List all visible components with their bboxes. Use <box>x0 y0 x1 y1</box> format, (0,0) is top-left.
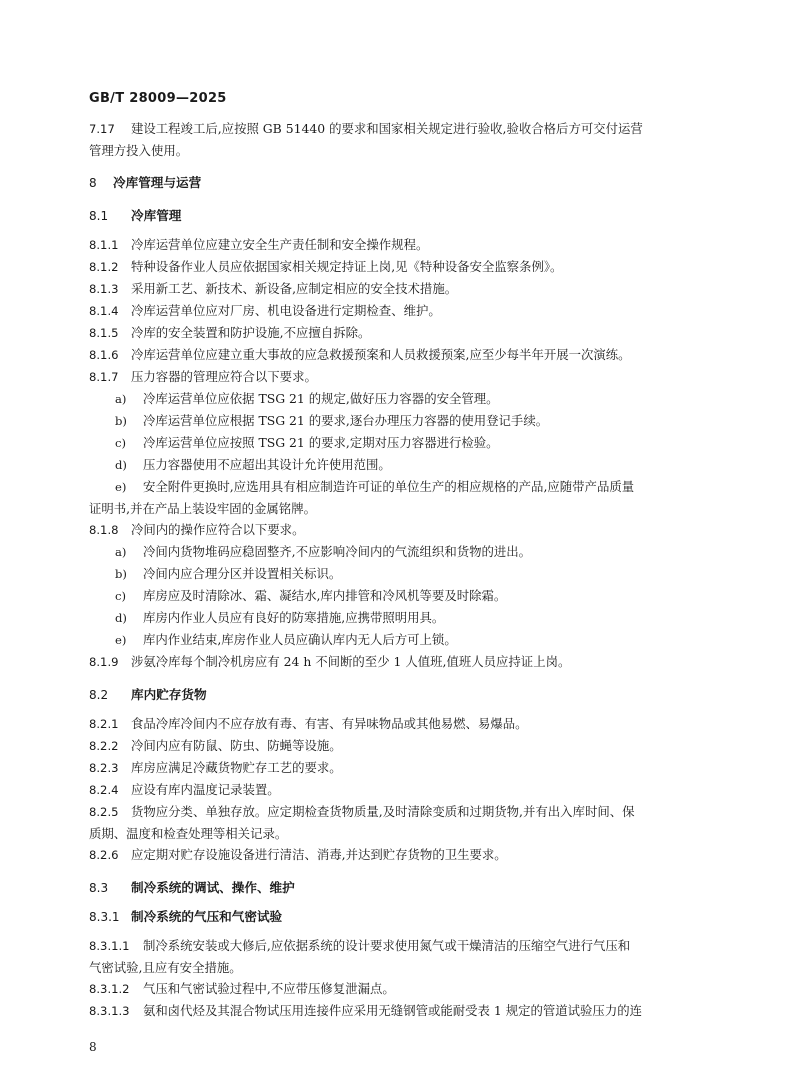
list-item-8-1-8-a <box>89 541 711 563</box>
item-text: 冷间内货物堆码应稳固整齐,不应影响冷间内的气流组织和货物的进出。 <box>143 544 532 559</box>
chapter-heading-8 <box>89 172 711 194</box>
clause-number: 8.1.4 <box>89 304 119 318</box>
clause-text: 制冷系统安装或大修后,应依据系统的设计要求使用氮气或干燥清洁的压缩空气进行气压和 <box>143 938 631 953</box>
clause-number: 8.1.9 <box>89 655 119 669</box>
item-text: 冷库运营单位应根据 TSG 21 的要求,逐台办理压力容器的使用登记手续。 <box>143 413 549 428</box>
clause-8-1-9 <box>89 651 711 673</box>
clause-8-1-3 <box>89 278 711 300</box>
item-text: 库房内作业人员应有良好的防寒措施,应携带照明用具。 <box>143 610 445 625</box>
clause-number: 8.1.8 <box>89 523 119 537</box>
list-item-8-1-8-d <box>89 607 711 629</box>
clause-text: 特种设备作业人员应依据国家相关规定持证上岗,见《特种设备安全监察条例》。 <box>131 259 563 274</box>
list-item-8-1-7-e <box>89 476 711 498</box>
clause-text: 涉氨冷库每个制冷机房应有 24 h 不间断的至少 1 人值班,值班人员应持证上岗。 <box>131 654 571 669</box>
item-text: 安全附件更换时,应选用具有相应制造许可证的单位生产的相应规格的产品,应随带产品质量 <box>143 479 635 494</box>
clause-8-3-1-1 <box>89 935 711 957</box>
item-text: 库内作业结束,库房作业人员应确认库内无人后方可上锁。 <box>143 632 457 647</box>
clause-8-2-1 <box>89 713 711 735</box>
clause-7-17-continuation: 管理方投入使用。 <box>89 143 189 158</box>
item-label: b) <box>115 567 127 581</box>
clause-7-17 <box>89 118 711 140</box>
item-text: 压力容器使用不应超出其设计允许使用范围。 <box>143 457 391 472</box>
clause-text: 库房应满足冷藏货物贮存工艺的要求。 <box>131 760 342 775</box>
section-title: 库内贮存货物 <box>131 687 207 702</box>
section-number: 8.3 <box>89 881 109 895</box>
item-label: d) <box>115 458 127 472</box>
item-label: b) <box>115 414 127 428</box>
clause-number: 8.2.1 <box>89 717 119 731</box>
item-label: e) <box>115 633 127 647</box>
clause-text: 压力容器的管理应符合以下要求。 <box>131 369 317 384</box>
item-label: c) <box>115 589 127 603</box>
subsection-heading-8-3-1 <box>89 906 711 928</box>
list-item-8-1-7-b <box>89 410 711 432</box>
section-title: 制冷系统的调试、操作、维护 <box>131 880 295 895</box>
clause-8-2-3 <box>89 757 711 779</box>
standard-number: GB/T 28009—2025 <box>89 91 227 106</box>
list-item-8-1-8-c <box>89 585 711 607</box>
clause-text: 冷库的安全装置和防护设施,不应擅自拆除。 <box>131 325 371 340</box>
page-number: 8 <box>89 1040 97 1054</box>
clause-8-1-4 <box>89 300 711 322</box>
clause-text: 冷间内的操作应符合以下要求。 <box>131 522 305 537</box>
clause-number: 7.17 <box>89 122 115 136</box>
item-label: d) <box>115 611 127 625</box>
clause-text: 建设工程竣工后,应按照 GB 51440 的要求和国家相关规定进行验收,验收合格后方可交付运营 <box>131 121 643 136</box>
clause-8-1-5 <box>89 322 711 344</box>
item-text: 库房应及时清除冰、霜、凝结水,库内排管和冷风机等要及时除霜。 <box>143 588 507 603</box>
item-label: c) <box>115 436 127 450</box>
item-label: a) <box>115 545 127 559</box>
clause-number: 8.1.1 <box>89 238 119 252</box>
clause-text: 冷库运营单位应建立安全生产责任制和安全操作规程。 <box>131 237 429 252</box>
clause-number: 8.1.7 <box>89 370 119 384</box>
clause-8-2-5-continuation: 质期、温度和检查处理等相关记录。 <box>89 826 288 841</box>
item-text: 冷间内应合理分区并设置相关标识。 <box>143 566 342 581</box>
clause-text: 应定期对贮存设施设备进行清洁、消毒,并达到贮存货物的卫生要求。 <box>131 847 507 862</box>
section-heading-8-1 <box>89 205 711 227</box>
clause-number: 8.2.2 <box>89 739 119 753</box>
clause-text: 冷库运营单位应建立重大事故的应急救援预案和人员救援预案,应至少每半年开展一次演练。 <box>131 347 631 362</box>
section-heading-8-3 <box>89 877 711 899</box>
item-label: e) <box>115 480 127 494</box>
subsection-number: 8.3.1 <box>89 910 120 924</box>
clause-8-3-1-2 <box>89 978 711 1000</box>
list-item-8-1-8-b <box>89 563 711 585</box>
clause-8-1-7 <box>89 366 711 388</box>
clause-number: 8.1.5 <box>89 326 119 340</box>
clause-number: 8.2.3 <box>89 761 119 775</box>
list-item-8-1-7-c <box>89 432 711 454</box>
section-title: 冷库管理 <box>131 208 182 223</box>
clause-8-3-1-3 <box>89 1000 711 1022</box>
clause-8-1-2 <box>89 256 711 278</box>
clause-number: 8.3.1.1 <box>89 939 130 953</box>
clause-8-2-5 <box>89 801 711 823</box>
clause-number: 8.3.1.2 <box>89 982 130 996</box>
subsection-title: 制冷系统的气压和气密试验 <box>131 909 283 924</box>
clause-text: 食品冷库冷间内不应存放有毒、有害、有异味物品或其他易燃、易爆品。 <box>131 716 528 731</box>
clause-number: 8.3.1.3 <box>89 1004 130 1018</box>
clause-number: 8.2.4 <box>89 783 119 797</box>
item-text: 冷库运营单位应按照 TSG 21 的要求,定期对压力容器进行检验。 <box>143 435 499 450</box>
clause-8-2-4 <box>89 779 711 801</box>
clause-8-1-8 <box>89 519 711 541</box>
item-text: 冷库运营单位应依据 TSG 21 的规定,做好压力容器的安全管理。 <box>143 391 499 406</box>
clause-text: 氨和卤代烃及其混合物试压用连接件应采用无缝钢管或能耐受表 1 规定的管道试验压力的连 <box>143 1003 642 1018</box>
list-item-8-1-7-d <box>89 454 711 476</box>
clause-text: 采用新工艺、新技术、新设备,应制定相应的安全技术措施。 <box>131 281 458 296</box>
item-label: a) <box>115 392 127 406</box>
clause-number: 8.1.6 <box>89 348 119 362</box>
section-number: 8.1 <box>89 209 109 223</box>
list-item-8-1-7-a <box>89 388 711 410</box>
clause-number: 8.2.6 <box>89 848 119 862</box>
section-heading-8-2 <box>89 684 711 706</box>
clause-number: 8.2.5 <box>89 805 119 819</box>
clause-text: 货物应分类、单独存放。应定期检查货物质量,及时清除变质和过期货物,并有出入库时间、保 <box>131 804 635 819</box>
clause-8-1-1 <box>89 234 711 256</box>
clause-text: 应设有库内温度记录装置。 <box>131 782 280 797</box>
chapter-number: 8 <box>89 176 97 190</box>
clause-8-2-2 <box>89 735 711 757</box>
clause-text: 气压和气密试验过程中,不应带压修复泄漏点。 <box>143 981 395 996</box>
section-number: 8.2 <box>89 688 109 702</box>
clause-text: 冷库运营单位应对厂房、机电设备进行定期检查、维护。 <box>131 303 441 318</box>
clause-8-2-6 <box>89 844 711 866</box>
page-body <box>89 118 711 1022</box>
clause-number: 8.1.2 <box>89 260 119 274</box>
clause-8-1-6 <box>89 344 711 366</box>
list-item-8-1-8-e <box>89 629 711 651</box>
clause-8-3-1-1-continuation: 气密试验,且应有安全措施。 <box>89 960 242 975</box>
clause-text: 冷间内应有防鼠、防虫、防蝇等设施。 <box>131 738 342 753</box>
list-item-8-1-7-e-continuation: 证明书,并在产品上装设牢固的金属铭牌。 <box>89 501 316 516</box>
chapter-title: 冷库管理与运营 <box>113 175 202 190</box>
clause-number: 8.1.3 <box>89 282 119 296</box>
